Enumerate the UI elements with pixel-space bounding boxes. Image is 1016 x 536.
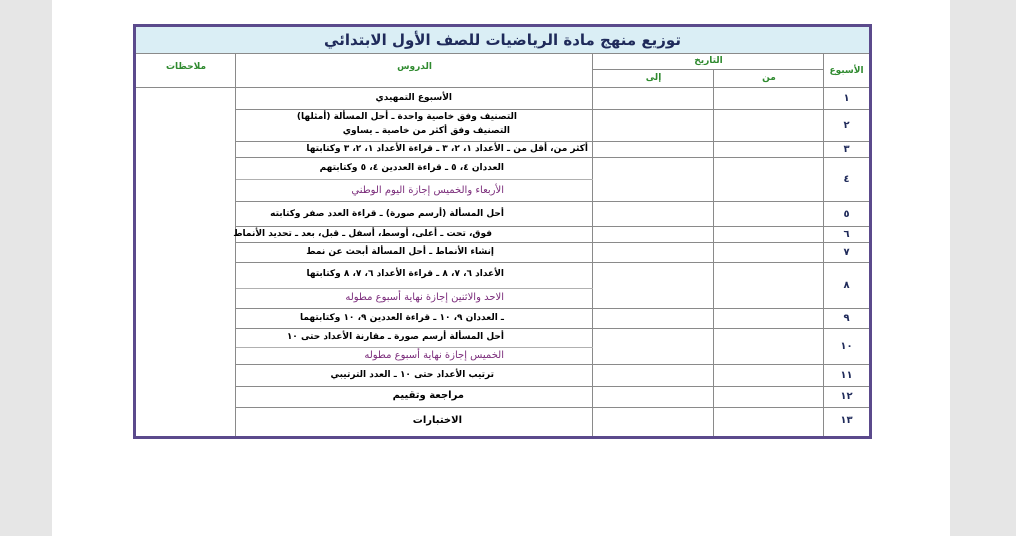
from-cell [714,408,824,436]
table-row [233,227,593,243]
week-number-cell [824,227,869,243]
holiday-note: الاحد والاثنين إجازة نهاية أسبوع مطوله [345,292,504,303]
notes-header-cell [136,54,236,88]
to-cell [593,142,714,158]
lesson-text: الأعداد ٦، ٧، ٨ ـ قراءة الأعداد ٦، ٧، ٨ وكتابتها [306,269,504,279]
to-cell [593,408,714,436]
week-number: ١٠ [840,341,853,352]
row-divider [236,179,593,180]
week-number: ١١ [840,370,853,381]
table-row [236,110,593,142]
from-cell [714,387,824,408]
week-number: ٦ [843,229,850,240]
from-cell [714,309,824,329]
to-header: إلى [645,73,662,83]
week-number-cell [824,142,869,158]
week-number-cell [824,88,869,110]
table-row [236,329,593,365]
table-row [236,158,593,202]
table-row [236,202,593,227]
to-cell [593,243,714,263]
from-cell [714,110,824,142]
lesson-text: ـ العددان ٩، ١٠ ـ قراءة العددين ٩، ١٠ وكتابتهما [300,313,504,323]
lesson-text: التصنيف وفق أكثر من خاصية ـ يساوي [342,126,510,136]
from-cell [714,202,824,227]
document-page [52,0,950,536]
week-number-cell [824,387,869,408]
lessons-header: الدروس [397,62,432,72]
notes-header: ملاحظات [165,62,207,72]
week-header: الأسبوع [829,66,864,76]
from-header-cell [714,70,824,88]
week-header-cell [824,54,869,88]
to-cell [593,387,714,408]
row-divider [236,288,593,289]
lesson-text: العددان ٤، ٥ ـ قراءة العددين ٤، ٥ وكتابتهم [319,163,504,173]
week-number: ٣ [843,144,850,155]
table-row [236,243,593,263]
from-cell [714,243,824,263]
lesson-text: مراجعة وتقييم [392,390,464,401]
week-number-cell [824,329,869,365]
table-row [236,365,593,387]
lesson-text: أكثر من، أقل من ـ الأعداد ١، ٢، ٣ ـ قراءة الأعداد ١، ٢، ٣ وكتابتها [306,144,588,154]
to-cell [593,329,714,365]
week-number-cell [824,158,869,202]
from-header: من [762,73,776,83]
week-number: ٩ [843,313,850,324]
table-row [236,142,593,158]
table-row [236,387,593,408]
week-number: ٢ [843,120,850,131]
week-number: ١٢ [840,391,853,402]
week-number: ٧ [843,247,850,258]
lesson-text: الاختبارات [412,415,462,426]
date-header-cell [593,54,824,70]
lesson-text: الأسبوع التمهيدي [375,93,452,103]
to-cell [593,88,714,110]
table-row [236,88,593,110]
to-cell [593,309,714,329]
holiday-note: الأربعاء والخميس إجازة اليوم الوطني [351,185,504,196]
from-cell [714,88,824,110]
week-number-cell [824,202,869,227]
week-number-cell [824,408,869,436]
to-cell [593,158,714,202]
week-number-cell [824,263,869,309]
lesson-text: ترتيب الأعداد حتى ١٠ ـ العدد الترتيبي [330,370,494,380]
week-number: ١٣ [840,415,853,426]
to-cell [593,365,714,387]
from-cell [714,158,824,202]
lesson-text: التصنيف وفق خاصية واحدة ـ أحل المسألة (أمثلها) [296,112,517,122]
from-cell [714,263,824,309]
lesson-text: أحل المسألة أرسم صورة ـ مقارنة الأعداد حتى ١٠ [286,332,504,342]
to-cell [593,227,714,243]
week-number-cell [824,365,869,387]
notes-column [136,88,236,436]
week-number: ٤ [843,174,850,185]
date-header: التاريخ [694,56,723,66]
table-row [236,408,593,436]
week-number-cell [824,243,869,263]
lesson-text: فوق، تحت ـ أعلى، أوسط، أسفل ـ قبل، بعد ـ تحديد الأنماط [233,229,492,239]
week-number: ٨ [843,280,850,291]
to-cell [593,263,714,309]
table-row [236,309,593,329]
table-title: توزيع منهج مادة الرياضيات للصف الأول الابتدائي [136,27,869,54]
week-number: ٥ [843,209,850,220]
week-number-cell [824,309,869,329]
lessons-header-cell [236,54,593,88]
row-divider [236,347,593,348]
from-cell [714,329,824,365]
table-grid [136,27,869,436]
curriculum-table [133,24,872,439]
lesson-text: أحل المسألة (أرسم صورة) ـ قراءة العدد صفر وكتابته [270,209,504,219]
from-cell [714,227,824,243]
to-cell [593,202,714,227]
from-cell [714,365,824,387]
lesson-text: إنشاء الأنماط ـ أحل المسألة أبحث عن نمط [306,247,494,257]
table-row [236,263,593,309]
week-number: ١ [843,93,850,104]
week-number-cell [824,110,869,142]
from-cell [714,142,824,158]
to-cell [593,110,714,142]
to-header-cell [593,70,714,88]
holiday-note: الخميس إجازة نهاية أسبوع مطوله [364,350,504,361]
